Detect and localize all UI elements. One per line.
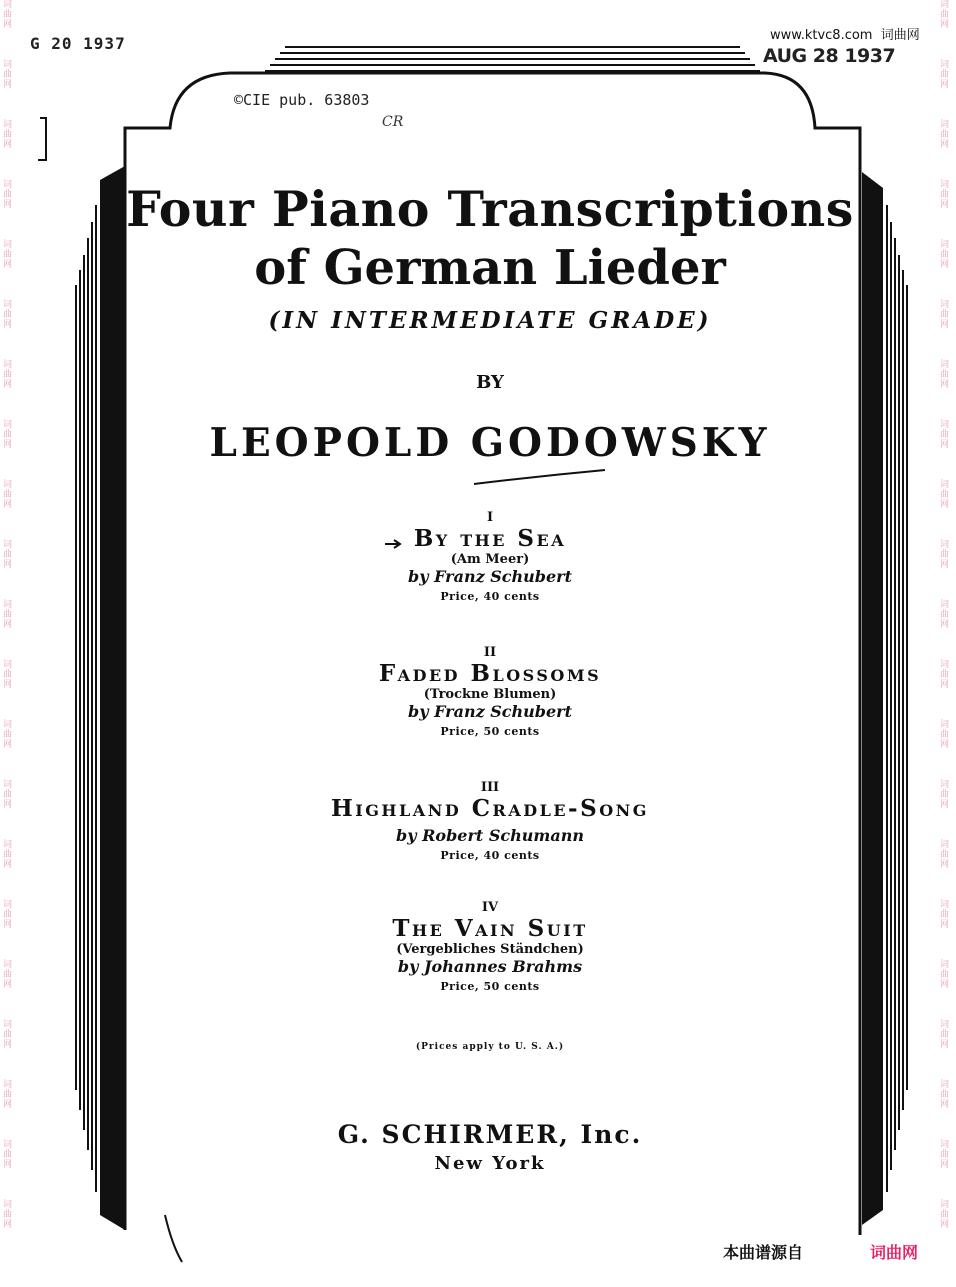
copyright-stamp: ©CIE pub. 63803 — [234, 91, 370, 109]
side-watermark-text: 词曲网 — [3, 1080, 13, 1110]
piece-composer: by Franz Schubert — [408, 702, 572, 721]
piece-composer: by Johannes Brahms — [397, 957, 583, 976]
side-watermark-text: 词曲网 — [940, 900, 950, 930]
piece-subtitle: (Vergebliches Ständchen) — [396, 942, 584, 957]
right-black-bar — [862, 172, 883, 1225]
side-watermark-text: 词曲网 — [3, 960, 13, 990]
side-watermark-text: 词曲网 — [3, 60, 13, 90]
side-watermark-text: 词曲网 — [3, 180, 13, 210]
side-watermark-text: 词曲网 — [940, 480, 950, 510]
piece-3 — [120, 780, 860, 862]
piece-4 — [120, 900, 860, 993]
side-watermark-text: 词曲网 — [940, 360, 950, 390]
side-watermark-text: 词曲网 — [3, 780, 13, 810]
left-date-stamp: G 20 1937 — [30, 34, 126, 53]
side-watermark-text: 词曲网 — [3, 120, 13, 150]
bottom-left-curve — [165, 1215, 182, 1262]
margin-mark — [38, 118, 46, 160]
piece-title: By the Sea — [413, 525, 567, 552]
received-date-stamp: AUG 28 1937 — [763, 45, 896, 67]
side-watermark-text: 词曲网 — [3, 1020, 13, 1050]
composer-underline — [474, 470, 605, 484]
piece-price: Price, 40 cents — [440, 849, 540, 862]
piece-numeral: II — [483, 645, 497, 660]
handwritten-initials: CR — [382, 114, 404, 130]
piece-2 — [120, 645, 860, 738]
side-watermark-text: 词曲网 — [940, 240, 950, 270]
top-rule-lines — [265, 47, 760, 71]
side-watermark-text: 词曲网 — [940, 0, 950, 30]
side-watermark-text: 词曲网 — [3, 420, 13, 450]
side-watermark-text: 词曲网 — [940, 960, 950, 990]
side-watermark-text: 词曲网 — [3, 720, 13, 750]
piece-price: Price, 50 cents — [440, 980, 540, 993]
side-watermark-text: 词曲网 — [3, 240, 13, 270]
by-label: BY — [476, 372, 504, 393]
right-stripes — [887, 205, 907, 1192]
side-watermark-text: 词曲网 — [940, 60, 950, 90]
left-stripes — [76, 205, 96, 1192]
side-watermark-text: 词曲网 — [940, 780, 950, 810]
title-line-2: of German Lieder — [254, 240, 726, 296]
footer-source-label: 本曲谱源自 — [723, 1243, 804, 1262]
publisher-city: New York — [434, 1153, 546, 1174]
piece-subtitle: (Am Meer) — [450, 552, 530, 567]
side-watermark-text: 词曲网 — [3, 900, 13, 930]
side-watermark-text: 词曲网 — [940, 540, 950, 570]
composer-name: LEOPOLD GODOWSKY — [209, 420, 771, 466]
side-watermark-text: 词曲网 — [940, 1020, 950, 1050]
piece-title: Faded Blossoms — [378, 660, 602, 687]
prices-note: (Prices apply to U. S. A.) — [415, 1042, 565, 1052]
side-watermark-text: 词曲网 — [940, 420, 950, 450]
side-watermark-text: 词曲网 — [3, 840, 13, 870]
piece-1 — [120, 510, 860, 603]
side-watermark-text: 词曲网 — [940, 1140, 950, 1170]
footer-site-link[interactable]: 词曲网 — [870, 1243, 919, 1262]
side-watermark-text: 词曲网 — [3, 480, 13, 510]
piece-numeral: I — [486, 510, 494, 525]
piece-composer: by Robert Schumann — [396, 826, 584, 845]
site-url-watermark — [770, 24, 920, 43]
side-watermark-text: 词曲网 — [3, 1140, 13, 1170]
piece-composer: by Franz Schubert — [408, 567, 572, 586]
side-watermark-text: 词曲网 — [3, 0, 13, 30]
side-watermark-text: 词曲网 — [3, 1200, 13, 1230]
side-watermark-text: 词曲网 — [3, 600, 13, 630]
side-watermark-text: 词曲网 — [3, 300, 13, 330]
side-watermark-text: 词曲网 — [940, 1080, 950, 1110]
piece-title: Highland Cradle-Song — [331, 795, 649, 822]
site-url: www.ktvc8.com — [770, 28, 873, 43]
side-watermark-text: 词曲网 — [3, 540, 13, 570]
piece-numeral: III — [480, 780, 500, 795]
piece-price: Price, 50 cents — [440, 725, 540, 738]
side-watermark-text: 词曲网 — [940, 1200, 950, 1230]
side-watermark-text: 词曲网 — [3, 660, 13, 690]
side-watermark-text: 词曲网 — [940, 300, 950, 330]
grade-subtitle: (IN INTERMEDIATE GRADE) — [268, 307, 712, 334]
side-watermark-text: 词曲网 — [940, 120, 950, 150]
piece-numeral: IV — [481, 900, 499, 915]
side-watermark-text: 词曲网 — [940, 600, 950, 630]
publisher-name: G. SCHIRMER, Inc. — [337, 1120, 643, 1149]
title-line-1: Four Piano Transcriptions — [126, 180, 854, 238]
side-watermark-text: 词曲网 — [940, 660, 950, 690]
piece-title: The Vain Suit — [392, 915, 588, 942]
piece-subtitle: (Trockne Blumen) — [423, 687, 557, 702]
piece-price: Price, 40 cents — [440, 590, 540, 603]
site-name: 词曲网 — [880, 28, 920, 43]
side-watermark-text: 词曲网 — [940, 180, 950, 210]
side-watermark-text: 词曲网 — [3, 360, 13, 390]
side-watermark-text: 词曲网 — [940, 720, 950, 750]
side-watermark-text: 词曲网 — [940, 840, 950, 870]
